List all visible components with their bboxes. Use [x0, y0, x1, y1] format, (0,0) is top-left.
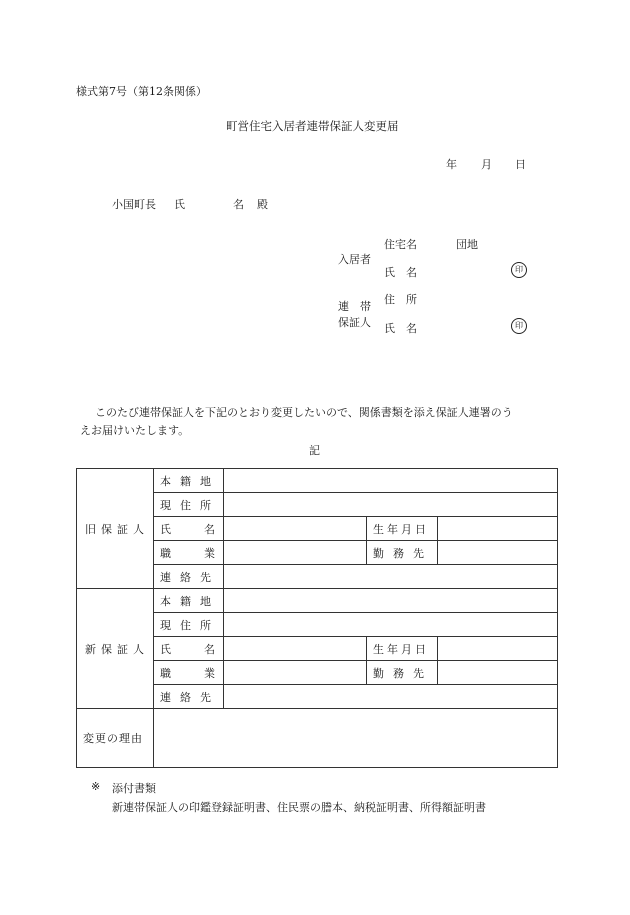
resident-housing-label: 住宅名 — [384, 238, 417, 251]
old-guarantor-label: 旧保証人 — [77, 469, 154, 589]
date-month: 月 — [481, 158, 492, 171]
job-a: 職 — [160, 546, 171, 560]
new-guarantor-label: 新保証人 — [77, 589, 154, 709]
old-honseki-label: 本籍地 — [154, 469, 224, 493]
resident-seal-icon — [511, 262, 527, 278]
new-workplace-label: 勤務先 — [367, 661, 438, 685]
old-contact-label: 連絡先 — [154, 565, 224, 589]
body-line-2: えお届けいたします。 — [80, 424, 190, 437]
guarantor-address-label: 住 所 — [384, 293, 417, 306]
addressee-dono: 殿 — [257, 198, 268, 211]
old-name-label — [154, 517, 224, 541]
guarantor-seal-icon — [511, 318, 527, 334]
body-line-1: このたび連帯保証人を下記のとおり変更したいので、関係書類を添え保証人連署のう — [95, 406, 513, 419]
date-day: 日 — [515, 158, 526, 171]
new-job-label — [154, 661, 224, 685]
old-contact-field[interactable] — [224, 565, 558, 589]
guarantor-label-1: 連 帯 — [338, 300, 371, 313]
name-b: 名 — [204, 522, 215, 536]
guarantor-label-2: 保証人 — [338, 316, 371, 329]
seal-mark: 印 — [511, 262, 527, 278]
new-genjusho-field[interactable] — [224, 613, 558, 637]
old-genjusho-label: 現住所 — [154, 493, 224, 517]
attachment-title: 添付書類 — [112, 782, 156, 795]
old-name-field[interactable] — [224, 517, 367, 541]
old-genjusho-field[interactable] — [224, 493, 558, 517]
new-job-field[interactable] — [224, 661, 367, 685]
old-job-field[interactable] — [224, 541, 367, 565]
old-birthdate-field[interactable] — [438, 517, 558, 541]
attachment-mark: ※ — [91, 780, 101, 793]
new-contact-field[interactable] — [224, 685, 558, 709]
addressee-town: 小国町長 — [112, 198, 156, 211]
resident-danchi: 団地 — [456, 238, 478, 251]
name-b: 名 — [204, 642, 215, 656]
new-birthdate-label: 生年月日 — [367, 637, 438, 661]
addressee-mei: 名 — [233, 198, 244, 211]
old-workplace-field[interactable] — [438, 541, 558, 565]
new-honseki-field[interactable] — [224, 589, 558, 613]
new-name-field[interactable] — [224, 637, 367, 661]
old-job-label — [154, 541, 224, 565]
date-year: 年 — [446, 158, 457, 171]
resident-label: 入居者 — [338, 253, 371, 266]
seal-mark: 印 — [511, 318, 527, 334]
new-workplace-field[interactable] — [438, 661, 558, 685]
reason-label: 変更の理由 — [77, 709, 154, 768]
form-number: 様式第7号（第12条関係） — [76, 85, 207, 98]
job-b: 業 — [204, 666, 215, 680]
resident-name-label: 氏 名 — [384, 266, 417, 279]
ki-label: 記 — [309, 444, 320, 457]
reason-field[interactable] — [154, 709, 558, 768]
new-name-label — [154, 637, 224, 661]
new-contact-label: 連絡先 — [154, 685, 224, 709]
job-b: 業 — [204, 546, 215, 560]
old-workplace-label: 勤務先 — [367, 541, 438, 565]
name-a: 氏 — [160, 522, 171, 536]
guarantor-table — [76, 468, 558, 768]
old-honseki-field[interactable] — [224, 469, 558, 493]
attachment-list: 新連帯保証人の印鑑登録証明書、住民票の謄本、納税証明書、所得額証明書 — [112, 801, 486, 814]
new-genjusho-label: 現住所 — [154, 613, 224, 637]
addressee-shi: 氏 — [174, 198, 185, 211]
job-a: 職 — [160, 666, 171, 680]
new-honseki-label: 本籍地 — [154, 589, 224, 613]
guarantor-name-label: 氏 名 — [384, 322, 417, 335]
new-birthdate-field[interactable] — [438, 637, 558, 661]
form-title: 町営住宅入居者連帯保証人変更届 — [226, 119, 399, 133]
old-birthdate-label: 生年月日 — [367, 517, 438, 541]
name-a: 氏 — [160, 642, 171, 656]
